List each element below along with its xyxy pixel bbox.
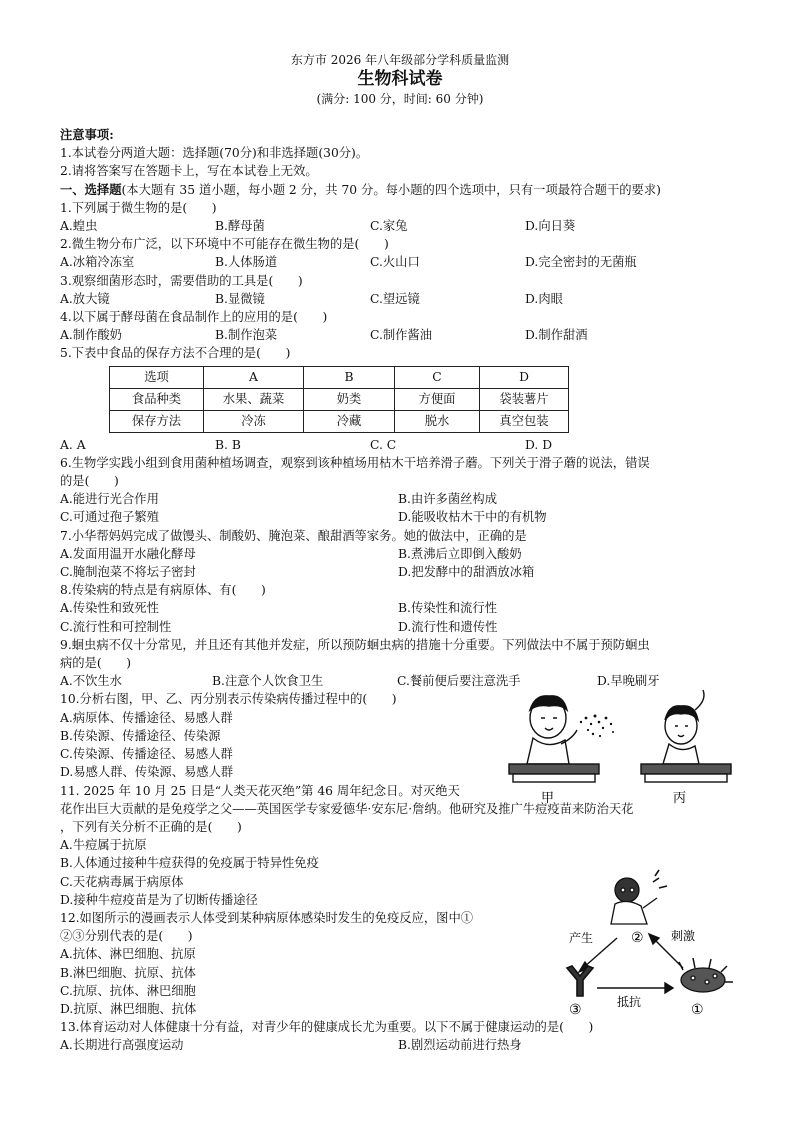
option: D.流行性和遗传性: [398, 619, 498, 634]
cartoon-students-illustration: [503, 660, 733, 808]
question-stem: 的是( ): [60, 474, 119, 489]
figure-disease-transmission: [503, 660, 733, 812]
question-options: [60, 290, 740, 308]
table-cell: 袋装薯片: [480, 388, 569, 410]
label-resist: 抵抗: [617, 995, 642, 1009]
option: A.能进行光合作用: [60, 492, 159, 507]
option: D.能吸收枯木干中的有机物: [398, 510, 547, 525]
table-cell: B: [304, 366, 395, 388]
option: C.抗原、抗体、淋巴细胞: [60, 983, 196, 998]
option: B.人体通过接种牛痘获得的免疫属于特异性免疫: [60, 856, 319, 871]
label-num-3: ③: [569, 1002, 582, 1018]
option: A.病原体、传播途径、易感人群: [60, 710, 233, 725]
label-num-1: ①: [691, 1002, 704, 1018]
option: D.易感人群、传染源、易感人群: [60, 765, 234, 780]
option: A.不饮生水: [60, 674, 122, 689]
option: C.家兔: [370, 219, 408, 234]
option: D.早晚刷牙: [597, 674, 660, 689]
question-options: [60, 326, 740, 344]
option: B.传染源、传播途径、传染源: [60, 728, 221, 743]
option: B.由许多菌丝构成: [398, 492, 498, 507]
option: A. A: [60, 437, 86, 452]
question-stem: 9.蛔虫病不仅十分常见，并且还有其他并发症，所以预防蛔虫病的措施十分重要。下列做法中不属于预防蛔虫: [60, 637, 650, 652]
option: D.抗原、淋巴细胞、抗体: [60, 1001, 197, 1016]
option: D.把发酵中的甜酒放冰箱: [398, 565, 535, 580]
table-cell: D: [480, 366, 569, 388]
table-cell: A: [204, 366, 304, 388]
table-cell: 奶类: [304, 388, 395, 410]
option: D.完全密封的无菌瓶: [525, 255, 637, 270]
question-stem: 花作出巨大贡献的是免疫学之父——英国医学专家爱德华·安东尼·詹纳。他研究及推广牛痘疫苗来防治天花: [60, 801, 634, 816]
option: B. B: [215, 437, 241, 452]
option: C.天花病毒属于病原体: [60, 874, 184, 889]
question-stem: 1.下列属于微生物的是( ): [60, 200, 217, 215]
option: C. C: [370, 437, 397, 452]
lymphocyte-figure: [611, 870, 667, 924]
question-stem: 7.小华帮妈妈完成了做馒头、制酸奶、腌泡菜、酿甜酒等家务。她的做法中，正确的是: [60, 528, 527, 543]
option: C.火山口: [370, 255, 420, 270]
table-cell: 冷藏: [304, 410, 395, 432]
question-options: [60, 436, 740, 454]
option: B.淋巴细胞、抗原、抗体: [60, 965, 196, 980]
pathogen-figure: [679, 958, 733, 992]
question-options: [60, 599, 740, 635]
question-stem: 病的是( ): [60, 656, 132, 671]
option: B.酵母菌: [215, 219, 265, 234]
option: D.肉眼: [525, 291, 563, 306]
question-options: [60, 1036, 740, 1054]
option: B.制作泡菜: [215, 328, 278, 343]
desk-bing: [641, 764, 731, 782]
label-produce: 产生: [569, 931, 594, 945]
option: A.冰箱冷冻室: [60, 255, 135, 270]
question-options: [60, 217, 740, 235]
option: C.制作酱油: [370, 328, 433, 343]
section-desc: (本大题有 35 道小题，每小题 2 分，共 70 分。每小题的四个选项中，只有一项最符合题干的要求): [121, 182, 661, 197]
option: C.望远镜: [370, 291, 420, 306]
table-cell: 选项: [110, 366, 204, 388]
table-row: [110, 410, 569, 432]
option: D.接种牛痘疫苗是为了切断传播途径: [60, 892, 258, 907]
question-stem: 4.以下属于酵母菌在食品制作上的应用的是( ): [60, 310, 328, 325]
option: D. D: [525, 437, 553, 452]
table-cell: C: [395, 366, 480, 388]
label-jia: 甲: [541, 791, 555, 806]
option: B.显微镜: [215, 291, 265, 306]
exam-subtitle: (满分: 100 分，时间: 60 分钟): [316, 92, 484, 106]
sneeze-droplets: [580, 715, 614, 738]
notes-heading: 注意事项:: [60, 127, 114, 142]
table-cell: 水果、蔬菜: [204, 388, 304, 410]
table-cell: 食品种类: [110, 388, 204, 410]
question-stem: 5.下表中食品的保存方法不合理的是( ): [60, 346, 291, 361]
note-item: 2.请将答案写在答题卡上，写在本试卷上无效。: [60, 164, 318, 179]
question-stem: ②③分别代表的是( ): [60, 929, 193, 944]
label-stimulate: 刺激: [671, 929, 696, 943]
desk-jia: [509, 764, 599, 782]
question-options: [60, 253, 740, 271]
table-row: [110, 388, 569, 410]
table-cell: 真空包装: [480, 410, 569, 432]
option: B.煮沸后立即倒入酸奶: [398, 546, 522, 561]
option: B.传染性和流行性: [398, 601, 498, 616]
section-heading: [60, 181, 740, 199]
exam-header-line: 东方市 2026 年八年级部分学科质量监测: [290, 53, 510, 67]
table-cell: 脱水: [395, 410, 480, 432]
label-bing: 丙: [673, 791, 687, 806]
table-cell: 保存方法: [110, 410, 204, 432]
option: A.蝗虫: [60, 219, 98, 234]
immune-cycle-diagram: [555, 868, 735, 1018]
option: C.流行性和可控制性: [60, 619, 172, 634]
option: B.注意个人饮食卫生: [212, 674, 324, 689]
section-label: 一、选择题: [60, 181, 122, 197]
question-stem: 10.分析右图，甲、乙、丙分别表示传染病传播过程中的( ): [60, 692, 397, 707]
question-stem: 11. 2025 年 10 月 25 日是“人类天花灭绝”第 46 周年纪念日。对灭绝天: [60, 783, 460, 798]
option: D.向日葵: [525, 219, 576, 234]
option: A.长期进行高强度运动: [60, 1038, 184, 1053]
question-options: [60, 545, 740, 581]
question-stem: 3.观察细菌形态时，需要借助的工具是( ): [60, 273, 303, 288]
question-stem: ，下列有关分析不正确的是( ): [60, 819, 242, 834]
question-options: [60, 490, 740, 526]
table-cell: 冷冻: [204, 410, 304, 432]
option: C.腌制泡菜不将坛子密封: [60, 565, 196, 580]
option: A.制作酸奶: [60, 328, 122, 343]
option: C.餐前便后要注意洗手: [397, 674, 521, 689]
question-stem: 6.生物学实践小组到食用菌种植场调查，观察到该种植场用枯木干培养滑子蘑。下列关于滑子蘑的说法，错误: [60, 455, 650, 470]
food-storage-table: [109, 366, 569, 433]
table-cell: 方便面: [395, 388, 480, 410]
question-stem: 2.微生物分布广泛，以下环境中不可能存在微生物的是( ): [60, 237, 389, 252]
question-stem: 8.传染病的特点是有病原体、有( ): [60, 583, 266, 598]
note-item: 1.本试卷分两道大题：选择题(70分)和非选择题(30分)。: [60, 146, 369, 161]
option: A.牛痘属于抗原: [60, 838, 147, 853]
student-bing-figure: [663, 690, 704, 764]
option: B.剧烈运动前进行热身: [398, 1038, 522, 1053]
figure-immune-response: [555, 868, 735, 1022]
option: C.可通过孢子繁殖: [60, 510, 159, 525]
table-row: [110, 366, 569, 388]
label-num-2: ②: [631, 930, 644, 946]
option: A.发面用温开水融化酵母: [60, 546, 196, 561]
option: A.传染性和致死性: [60, 601, 159, 616]
option: A.放大镜: [60, 291, 110, 306]
question-stem: 13.体育运动对人体健康十分有益，对青少年的健康成长尤为重要。以下不属于健康运动的是( ): [60, 1020, 594, 1035]
option: B.人体肠道: [215, 255, 278, 270]
option: A.抗体、淋巴细胞、抗原: [60, 947, 196, 962]
option: C.传染源、传播途径、易感人群: [60, 747, 233, 762]
question-stem: 12.如图所示的漫画表示人体受到某种病原体感染时发生的免疫反应，图中①: [60, 910, 474, 925]
exam-title: 生物科试卷: [357, 69, 443, 89]
option: D.制作甜酒: [525, 328, 588, 343]
student-jia-figure: [527, 696, 577, 764]
